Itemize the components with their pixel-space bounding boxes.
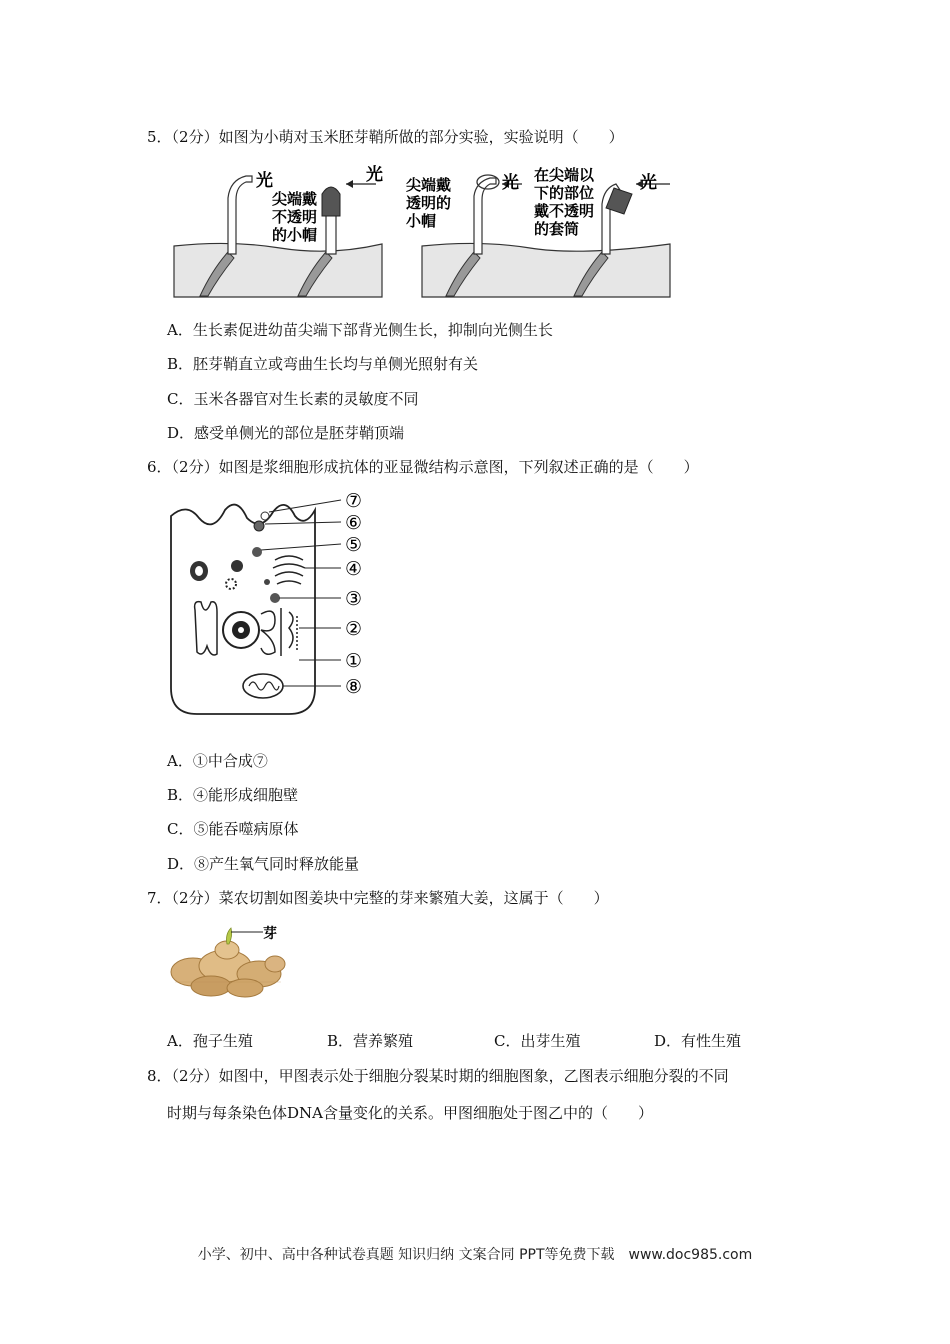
q5-cap-clear-l2: 透明的 [406,194,452,212]
q7-bud-label: 芽 [263,926,277,942]
mitochondrion [243,674,283,698]
q6-option-c: C．⑤能吞噬病原体 [167,820,299,838]
q5-option-d: D．感受单侧光的部位是胚芽鞘顶端 [167,424,405,442]
q6-label-8: ⑧ [345,676,363,698]
q5-cap-clear-l1: 尖端戴 [406,176,452,194]
q5-option-a: A．生长素促进幼苗尖端下部背光侧生长，抑制向光侧生长 [167,321,553,339]
q5-option-c: C．玉米各器官对生长素的灵敏度不同 [167,390,419,408]
q7-ginger-figure [163,922,293,1000]
q5-sleeve-l2: 下的部位 [534,184,595,202]
q6-label-6: ⑥ [345,512,363,534]
q5-opaque-cap [322,187,340,216]
q8-stem-line2: 时期与每条染色体DNA含量变化的关系。甲图细胞处于图乙中的（ ） [167,1104,653,1122]
q6-plasma-cell-figure [165,488,380,720]
q7-stem: 7．（2分）菜农切割如图姜块中完整的芽来繁殖大姜，这属于（ ） [147,889,609,907]
q6-option-d: D．⑧产生氧气同时释放能量 [167,855,360,873]
q5-cap-opaque-l1: 尖端戴 [272,190,318,208]
q7-option-d: D．有性生殖 [654,1032,742,1050]
q6-option-a: A．①中合成⑦ [167,752,268,770]
q6-label-4: ④ [345,558,363,580]
page-footer: 小学、初中、高中各种试卷真题 知识归纳 文案合同 PPT等免费下载 www.doc985.com [197,1247,753,1263]
q6-option-b: B．④能形成细胞壁 [167,786,299,804]
q5-panel-left [174,164,383,297]
q5-light-label-1: 光 [256,171,273,191]
q5-light-label-4: 光 [640,173,657,193]
q8-stem-line1: 8．（2分）如图中，甲图表示处于细胞分裂某时期的细胞图象，乙图表示细胞分裂的不同 [147,1067,729,1085]
q7-option-c: C．出芽生殖 [494,1032,581,1050]
q5-cap-clear-l3: 小帽 [406,212,437,230]
q5-stem: 5．（2分）如图为小萌对玉米胚芽鞘所做的部分实验，实验说明（ ） [147,128,624,146]
q6-label-7: ⑦ [345,490,363,512]
ginger-rhizome [171,941,285,997]
q7-option-b: B．营养繁殖 [327,1032,414,1050]
q5-cap-opaque-l3: 的小帽 [272,226,318,244]
q5-coleoptile-figure [170,160,680,302]
q6-label-5: ⑤ [345,534,363,556]
q6-label-3: ③ [345,588,363,610]
q5-option-b: B．胚芽鞘直立或弯曲生长均与单侧光照射有关 [167,355,479,373]
q6-stem: 6．（2分）如图是浆细胞形成抗体的亚显微结构示意图，下列叙述正确的是（ ） [147,458,699,476]
q6-label-2: ② [345,618,363,640]
q6-label-1: ① [345,650,363,672]
q5-sleeve-l3: 戴不透明 [534,202,595,220]
q5-sleeve-l1: 在尖端以 [534,166,595,184]
q5-panel-right [406,166,670,297]
q7-option-a: A．孢子生殖 [167,1032,253,1050]
q5-cap-opaque-l2: 不透明 [272,208,318,226]
q5-light-label-2: 光 [366,165,383,185]
q5-light-label-3: 光 [502,173,519,193]
q5-sleeve-l4: 的套筒 [534,220,580,238]
